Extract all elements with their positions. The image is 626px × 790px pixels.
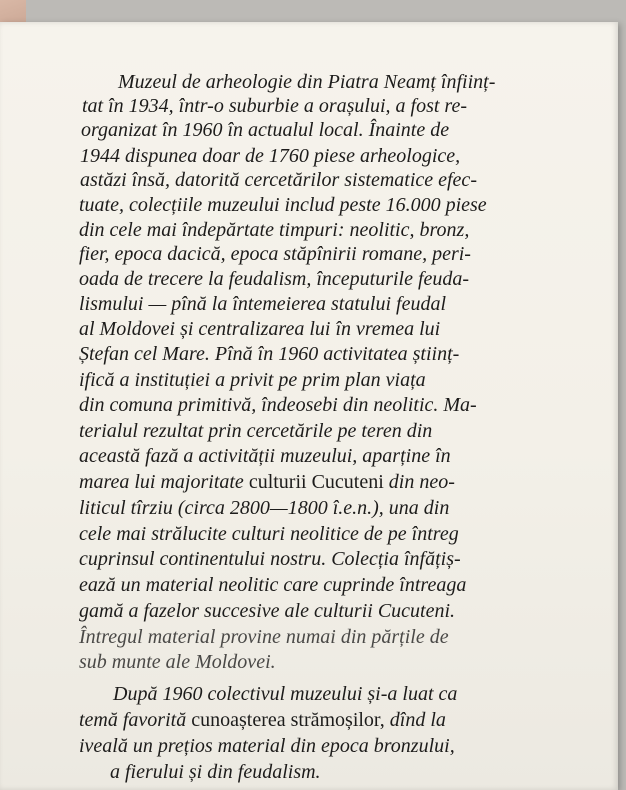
text-line: cuprinsul continentului nostru. Colecția înfățiș- [79, 548, 461, 570]
text-segment: temă favorită [79, 709, 192, 731]
text-line: Muzeul de arheologie din Piatra Neamț înființ- [118, 71, 496, 93]
text-line: ează un material neolitic care cuprinde întreaga [79, 574, 467, 596]
text-line: terialul rezultat prin cercetările pe teren din [79, 420, 433, 442]
text-line: 1944 dispunea doar de 1760 piese arheologice, [80, 145, 461, 167]
text-line: ifică a instituției a privit pe prim plan viața [79, 369, 426, 391]
culture-name: culturii Cucuteni [248, 471, 384, 493]
text-line: iveală un prețios material din epoca bronzului, [79, 735, 455, 757]
text-line: astăzi însă, datorită cercetărilor sistematice efec- [80, 169, 477, 191]
text-line: tuate, colecțiile muzeului includ peste 16.000 piese [79, 194, 487, 216]
text-line: organizat în 1960 în actualul local. Înainte de [81, 119, 450, 141]
text-line: gamă a fazelor succesive ale culturii Cucuteni. [79, 600, 456, 622]
text-line: liticul tîrziu (circa 2800—1800 î.e.n.), una din [79, 497, 450, 519]
text-line: După 1960 colectivul muzeului și-a luat ca [113, 683, 458, 705]
page-text [0, 22, 618, 790]
text-line: cele mai strălucite culturi neolitice de pe întreg [79, 523, 459, 545]
text-line: Ștefan cel Mare. Pînă în 1960 activitatea științ- [79, 343, 460, 365]
text-line: lismului — pînă la întemeierea statului feudal [79, 293, 447, 315]
text-line: această fază a activității muzeului, aparține în [79, 445, 451, 467]
text-line [79, 708, 446, 732]
text-line: tat în 1934, într-o suburbie a orașului, a fost re- [82, 95, 467, 117]
text-line: al Moldovei și centralizarea lui în vremea lui [79, 318, 441, 340]
text-line: a fierului și din feudalism. [110, 761, 321, 783]
upright-phrase: cunoașterea strămoșilor, [191, 709, 385, 731]
text-segment: din neo- [383, 471, 455, 493]
book-page [0, 22, 618, 790]
text-line: din cele mai îndepărtate timpuri: neolitic, bronz, [79, 219, 470, 241]
text-line: fier, epoca dacică, epoca stăpînirii romane, peri- [79, 243, 471, 265]
text-line: sub munte ale Moldovei. [79, 651, 276, 673]
text-segment: marea lui majoritate [79, 471, 249, 493]
text-line: din comuna primitivă, îndeosebi din neolitic. Ma- [79, 394, 477, 416]
text-line: Întregul material provine numai din părțile de [79, 626, 449, 648]
text-segment: dînd la [384, 709, 446, 731]
text-line [79, 470, 455, 494]
text-line: oada de trecere la feudalism, începuturile feuda- [79, 268, 470, 290]
